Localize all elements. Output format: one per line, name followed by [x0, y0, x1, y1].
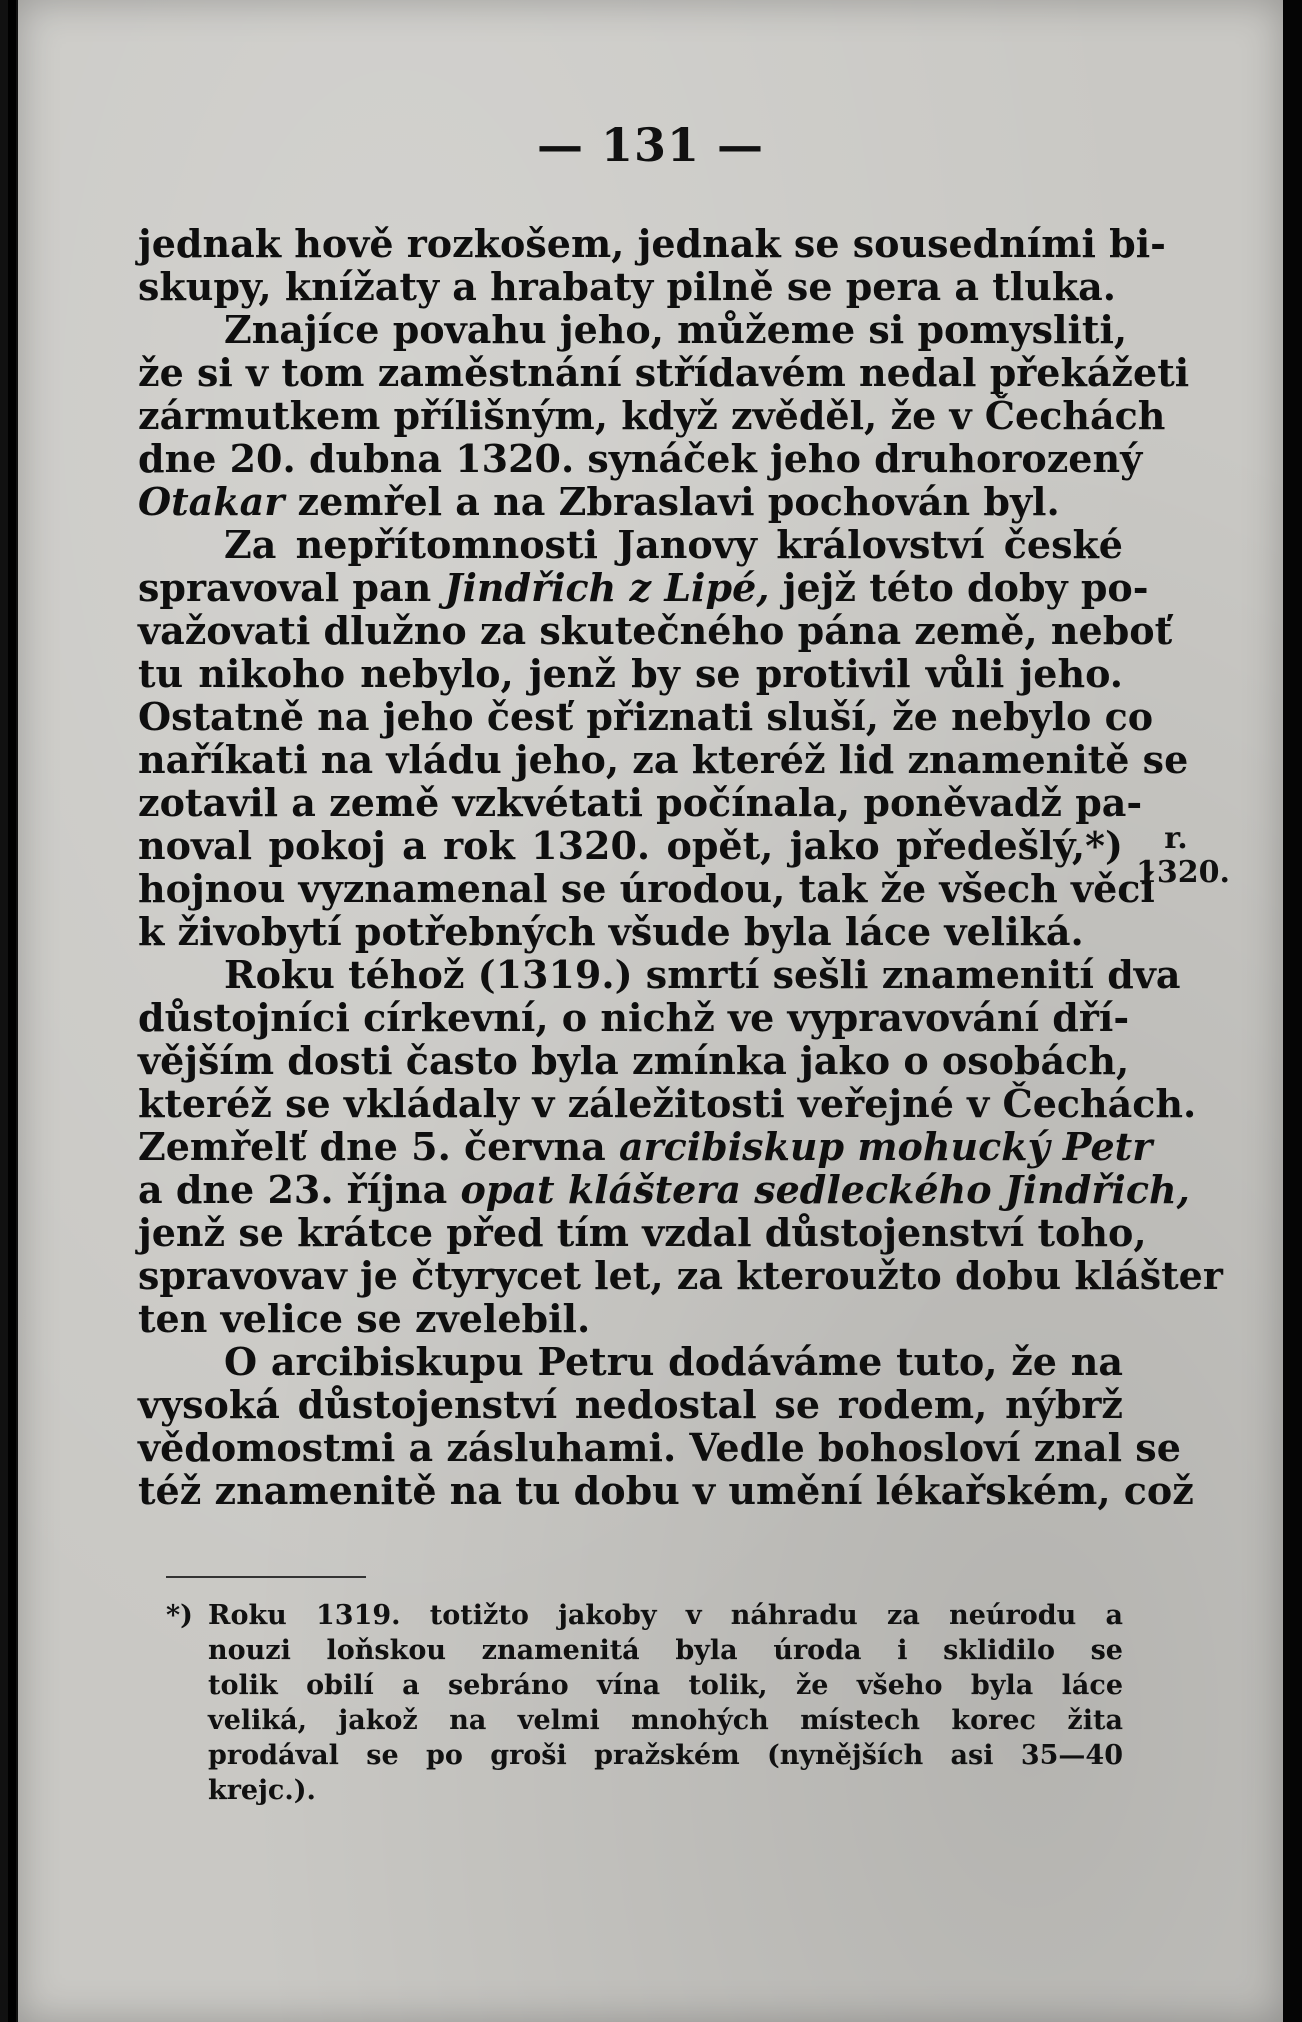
footnote-divider	[166, 1576, 366, 1578]
text-fragment: jejž této doby po-	[782, 565, 1149, 610]
text-line: zotavil a země vzkvétati počínala, poněvadž pa-	[138, 780, 1143, 825]
footnote-line: prodával se po groši pražském (nynějších asi 35—40	[208, 1740, 1123, 1771]
name-otakar: Otakar	[138, 479, 285, 524]
text-line	[138, 1124, 1153, 1169]
footnote-line: Roku 1319. totižto jakoby v náhradu za neúrodu a	[208, 1600, 1123, 1631]
name-archbishop: arcibiskup mohucký Petr	[618, 1124, 1153, 1169]
book-page	[18, 0, 1283, 2022]
text-fragment: a dne 23. října	[138, 1167, 448, 1212]
text-line: též znamenitě na tu dobu v umění lékařském, což	[138, 1468, 1194, 1513]
text-line: jenž se krátce před tím vzdal důstojenství toho,	[138, 1210, 1147, 1255]
text-fragment: zemřel a na Zbraslavi pochován byl.	[297, 479, 1060, 524]
text-line: naříkati na vládu jeho, za kteréž lid znamenitě se	[138, 737, 1189, 782]
text-line: hojnou vyznamenal se úrodou, tak že všech věcí	[138, 866, 1155, 911]
name-abbot: opat kláštera sedleckého Jindřich,	[460, 1167, 1190, 1212]
footnote-line: nouzi loňskou znamenitá byla úroda i sklidilo se	[208, 1635, 1123, 1666]
text-line: dne 20. dubna 1320. synáček jeho druhorozený	[138, 436, 1143, 481]
text-line: spravovav je čtyrycet let, za kteroužto dobu klášter	[138, 1253, 1223, 1298]
book-spine	[8, 0, 16, 2022]
text-fragment: spravoval pan	[138, 565, 432, 610]
text-line: vysoká důstojenství nedostal se rodem, nýbrž	[138, 1382, 1123, 1427]
margin-year-note	[1136, 821, 1230, 890]
text-line: ten velice se zvelebil.	[138, 1296, 591, 1341]
margin-note-line: r.	[1164, 821, 1188, 856]
text-line: důstojníci církevní, o nichž ve vypravování dří-	[138, 995, 1130, 1040]
footnote-mark: *)	[166, 1600, 193, 1631]
body-text	[138, 221, 1223, 1513]
text-line: jednak hově rozkošem, jednak se sousedními bi-	[138, 221, 1166, 266]
text-line: O arcibiskupu Petru dodáváme tuto, že na	[224, 1339, 1123, 1384]
name-jindrich-z-lipe: Jindřich z Lipé,	[444, 565, 770, 610]
footnote-line: krejc.).	[208, 1775, 316, 1806]
text-line: noval pokoj a rok 1320. opět, jako předešlý,*)	[138, 823, 1123, 868]
text-line: Roku téhož (1319.) smrtí sešli znamenití dva	[224, 952, 1181, 997]
text-line: Ostatně na jeho česť přiznati sluší, že nebylo co	[138, 694, 1154, 739]
text-line: važovati dlužno za skutečného pána země, neboť	[138, 608, 1173, 653]
text-line	[138, 565, 1149, 610]
text-line: skupy, knížaty a hrabaty pilně se pera a tluka.	[138, 264, 1116, 309]
footnote-line: veliká, jakož na velmi mnohých místech korec žita	[208, 1705, 1123, 1736]
text-line: kteréž se vkládaly v záležitosti veřejné v Čechách.	[138, 1081, 1197, 1126]
text-line	[138, 1167, 1190, 1212]
text-fragment: Zemřelť dne 5. června	[138, 1124, 606, 1169]
text-line	[138, 480, 1123, 523]
margin-note-line: 1320.	[1136, 855, 1230, 890]
text-line: tu nikoho nebylo, jenž by se protivil vůli jeho.	[138, 651, 1123, 696]
text-line: k živobytí potřebných všude byla láce veliká.	[138, 909, 1084, 954]
footnote-line: tolik obilí a sebráno vína tolik, že všeho byla láce	[208, 1670, 1123, 1701]
text-line: zármutkem přílišným, když zvěděl, že v Čechách	[138, 393, 1166, 438]
text-line: vědomostmi a zásluhami. Vedle bohosloví znal se	[138, 1425, 1181, 1470]
text-line: Znajíce povahu jeho, můžeme si pomysliti,	[224, 307, 1128, 352]
text-line: vějším dosti často byla zmínka jako o osobách,	[138, 1038, 1130, 1083]
text-line: Za nepřítomnosti Janovy království české	[224, 522, 1123, 567]
page-number: — 131 —	[536, 118, 765, 172]
footnote	[166, 1598, 1123, 1808]
text-line: že si v tom zaměstnání střídavém nedal překážeti	[138, 350, 1190, 395]
